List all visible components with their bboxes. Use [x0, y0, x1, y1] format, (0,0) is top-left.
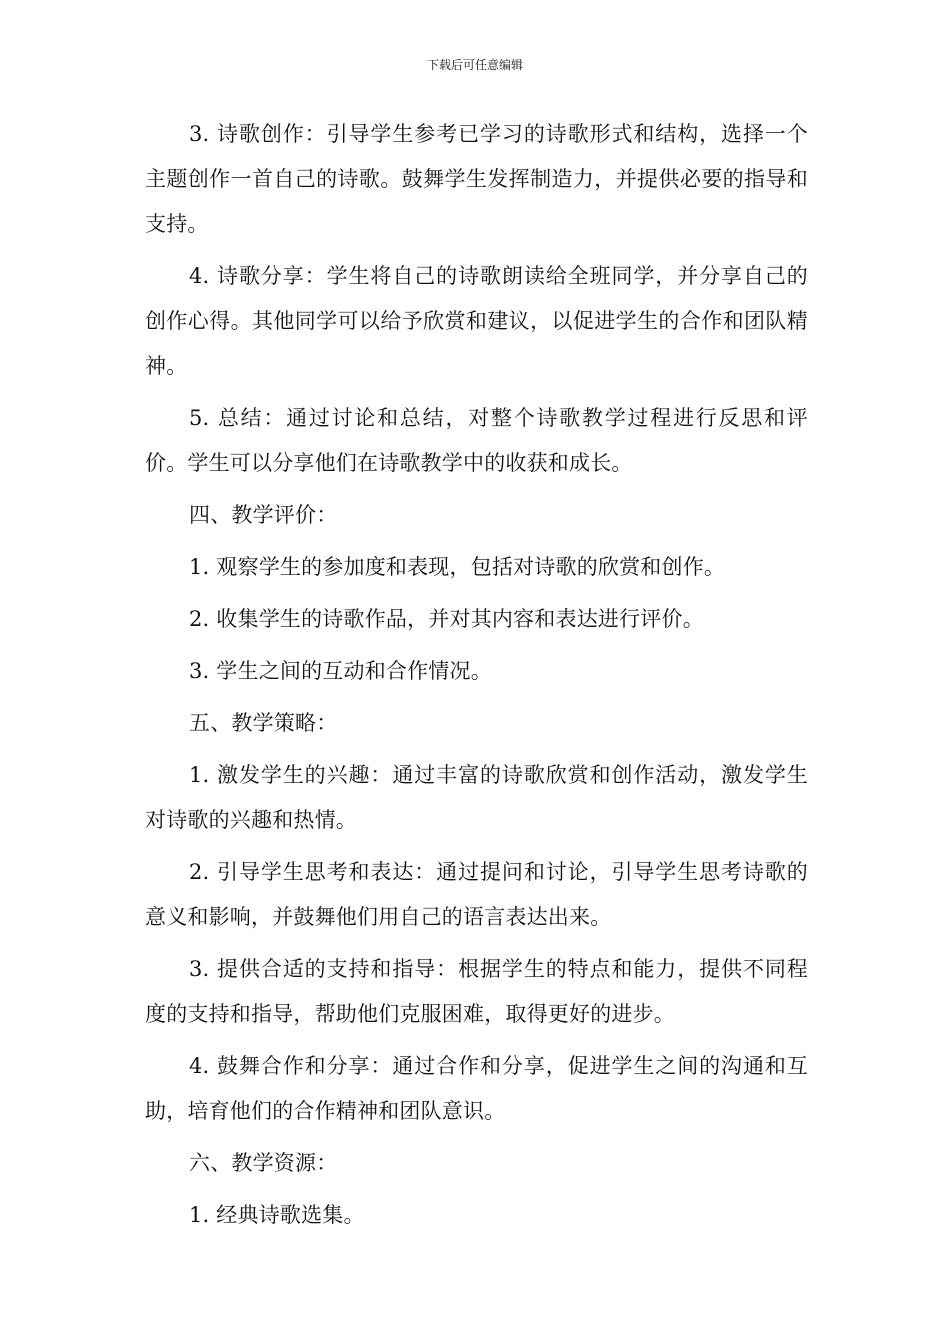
list-item: 1. 经典诗歌选集。: [189, 1203, 365, 1227]
list-item: 4. 鼓舞合作和分享：通过合作和分享，促进学生之间的沟通和互助，培育他们的合作精神和团队意识。: [145, 1054, 808, 1123]
page-header: 下载后可任意编辑: [426, 58, 523, 72]
document-body: [145, 112, 808, 1245]
section-heading-evaluation: 四、教学评价：: [189, 503, 338, 527]
list-item: 2. 收集学生的诗歌作品，并对其内容和表达进行评价。: [189, 607, 704, 631]
section-heading-resources: 六、教学资源：: [189, 1151, 338, 1175]
list-item: 3. 提供合适的支持和指导：根据学生的特点和能力，提供不同程度的支持和指导，帮助他们克服困难，取得更好的进步。: [145, 957, 808, 1026]
list-item: 2. 引导学生思考和表达：通过提问和讨论，引导学生思考诗歌的意义和影响，并鼓舞他们用自己的语言表达出来。: [145, 860, 808, 929]
paragraph-creation: 3. 诗歌创作：引导学生参考已学习的诗歌形式和结构，选择一个主题创作一首自己的诗歌。鼓舞学生发挥制造力，并提供必要的指导和支持。: [145, 122, 808, 236]
paragraph-sharing: 4. 诗歌分享：学生将自己的诗歌朗读给全班同学，并分享自己的创作心得。其他同学可以给予欣赏和建议，以促进学生的合作和团队精神。: [145, 264, 808, 378]
list-item: 1. 激发学生的兴趣：通过丰富的诗歌欣赏和创作活动，激发学生对诗歌的兴趣和热情。: [145, 763, 808, 832]
list-item: 3. 学生之间的互动和合作情况。: [189, 659, 492, 683]
list-item: 1. 观察学生的参加度和表现，包括对诗歌的欣赏和创作。: [189, 555, 726, 579]
paragraph-summary: 5. 总结：通过讨论和总结，对整个诗歌教学过程进行反思和评价。学生可以分享他们在诗歌教学中的收获和成长。: [145, 406, 808, 475]
section-heading-strategy: 五、教学策略：: [189, 711, 338, 735]
